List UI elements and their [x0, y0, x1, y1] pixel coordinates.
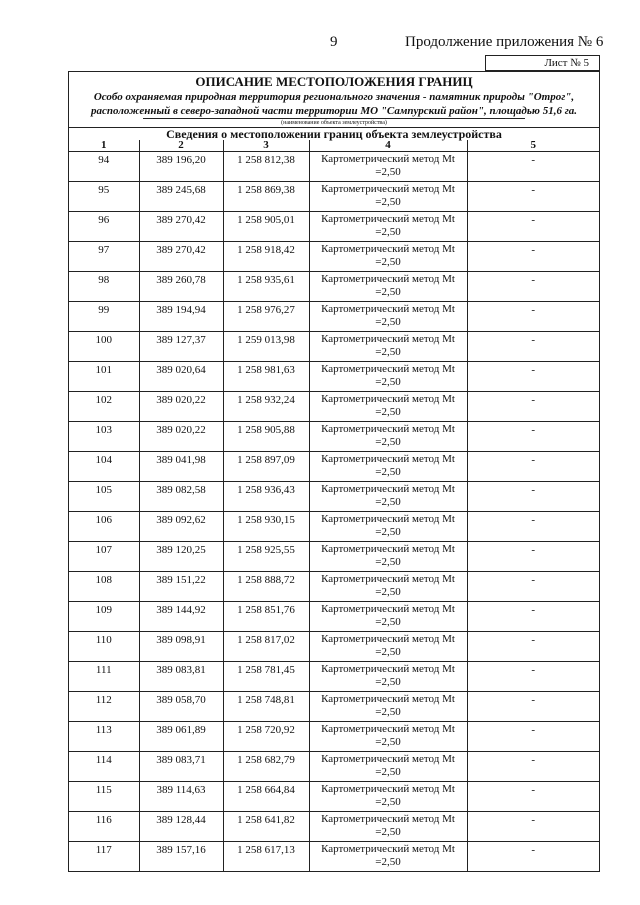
- coordinate-y: 1 258 932,24: [223, 392, 309, 422]
- method-line-2: =2,50: [375, 346, 401, 358]
- method-line-1: Картометрический метод Mt: [321, 243, 455, 255]
- coordinate-x: 389 114,63: [139, 782, 223, 812]
- table-row: [69, 692, 599, 722]
- table-row: [69, 452, 599, 482]
- point-number: 99: [69, 302, 139, 332]
- point-description: -: [467, 812, 599, 842]
- method-line-2: =2,50: [375, 376, 401, 388]
- coordinate-y: 1 258 641,82: [223, 812, 309, 842]
- document-title: ОПИСАНИЕ МЕСТОПОЛОЖЕНИЯ ГРАНИЦ: [195, 74, 473, 89]
- method-line-1: Картометрический метод Mt: [321, 213, 455, 225]
- point-number: 116: [69, 812, 139, 842]
- method-line-2: =2,50: [375, 736, 401, 748]
- determination-method: [309, 482, 467, 512]
- method-line-1: Картометрический метод Mt: [321, 453, 455, 465]
- point-description: -: [467, 422, 599, 452]
- table-row: [69, 602, 599, 632]
- coordinate-y: 1 258 781,45: [223, 662, 309, 692]
- method-line-2: =2,50: [375, 496, 401, 508]
- method-line-1: Картометрический метод Mt: [321, 633, 455, 645]
- coordinate-y: 1 258 812,38: [223, 152, 309, 182]
- point-description: -: [467, 182, 599, 212]
- coordinate-x: 389 270,42: [139, 242, 223, 272]
- coordinate-x: 389 083,71: [139, 752, 223, 782]
- coordinate-y: 1 258 981,63: [223, 362, 309, 392]
- point-number: 113: [69, 722, 139, 752]
- table-row: [69, 332, 599, 362]
- method-line-1: Картометрический метод Mt: [321, 183, 455, 195]
- point-description: -: [467, 512, 599, 542]
- table-row: [69, 662, 599, 692]
- coordinate-x: 389 120,25: [139, 542, 223, 572]
- method-line-1: Картометрический метод Mt: [321, 843, 455, 855]
- method-line-1: Картометрический метод Mt: [321, 513, 455, 525]
- coordinate-x: 389 098,91: [139, 632, 223, 662]
- column-header: 3: [223, 140, 309, 152]
- coordinate-y: 1 258 748,81: [223, 692, 309, 722]
- point-description: -: [467, 272, 599, 302]
- point-description: -: [467, 842, 599, 872]
- determination-method: [309, 542, 467, 572]
- point-description: -: [467, 692, 599, 722]
- coordinate-y: 1 258 817,02: [223, 632, 309, 662]
- coordinate-y: 1 258 851,76: [223, 602, 309, 632]
- point-description: -: [467, 212, 599, 242]
- method-line-1: Картометрический метод Mt: [321, 723, 455, 735]
- table-row: [69, 512, 599, 542]
- table-row: [69, 752, 599, 782]
- determination-method: [309, 242, 467, 272]
- determination-method: [309, 752, 467, 782]
- method-line-2: =2,50: [375, 586, 401, 598]
- point-number: 105: [69, 482, 139, 512]
- method-line-1: Картометрический метод Mt: [321, 813, 455, 825]
- coordinate-y: 1 258 720,92: [223, 722, 309, 752]
- coordinate-x: 389 270,42: [139, 212, 223, 242]
- determination-method: [309, 272, 467, 302]
- coordinate-x: 389 092,62: [139, 512, 223, 542]
- method-line-2: =2,50: [375, 826, 401, 838]
- coordinate-x: 389 151,22: [139, 572, 223, 602]
- point-number: 115: [69, 782, 139, 812]
- coordinate-x: 389 058,70: [139, 692, 223, 722]
- method-line-1: Картометрический метод Mt: [321, 603, 455, 615]
- point-description: -: [467, 722, 599, 752]
- method-line-2: =2,50: [375, 256, 401, 268]
- determination-method: [309, 212, 467, 242]
- coordinate-y: 1 258 936,43: [223, 482, 309, 512]
- coordinate-x: 389 196,20: [139, 152, 223, 182]
- coordinate-x: 389 260,78: [139, 272, 223, 302]
- point-number: 110: [69, 632, 139, 662]
- method-line-2: =2,50: [375, 766, 401, 778]
- coordinate-x: 389 245,68: [139, 182, 223, 212]
- coordinate-y: 1 258 905,88: [223, 422, 309, 452]
- method-line-1: Картометрический метод Mt: [321, 483, 455, 495]
- sheet-number-box: Лист № 5: [485, 55, 600, 71]
- method-line-1: Картометрический метод Mt: [321, 423, 455, 435]
- coordinate-y: 1 258 617,13: [223, 842, 309, 872]
- point-description: -: [467, 782, 599, 812]
- point-description: -: [467, 392, 599, 422]
- method-line-2: =2,50: [375, 646, 401, 658]
- method-line-2: =2,50: [375, 316, 401, 328]
- table-row: [69, 302, 599, 332]
- method-line-2: =2,50: [375, 466, 401, 478]
- object-name-note: (наименование объекта землеустройства): [143, 118, 525, 127]
- method-line-2: =2,50: [375, 706, 401, 718]
- point-number: 114: [69, 752, 139, 782]
- determination-method: [309, 362, 467, 392]
- coordinate-y: 1 258 664,84: [223, 782, 309, 812]
- coordinates-table: [69, 140, 599, 872]
- determination-method: [309, 182, 467, 212]
- coordinate-x: 389 157,16: [139, 842, 223, 872]
- determination-method: [309, 392, 467, 422]
- point-number: 94: [69, 152, 139, 182]
- method-line-1: Картометрический метод Mt: [321, 333, 455, 345]
- method-line-2: =2,50: [375, 436, 401, 448]
- table-row: [69, 782, 599, 812]
- method-line-2: =2,50: [375, 226, 401, 238]
- document-header: [69, 72, 599, 127]
- continuation-label: Продолжение приложения № 6: [405, 34, 604, 50]
- table-row: [69, 722, 599, 752]
- determination-method: [309, 512, 467, 542]
- coordinate-y: 1 259 013,98: [223, 332, 309, 362]
- method-line-1: Картометрический метод Mt: [321, 573, 455, 585]
- point-description: -: [467, 302, 599, 332]
- coordinate-x: 389 020,64: [139, 362, 223, 392]
- point-description: -: [467, 542, 599, 572]
- column-header: 1: [69, 140, 139, 152]
- boundary-description-frame: [68, 71, 600, 872]
- coordinate-x: 389 128,44: [139, 812, 223, 842]
- coordinate-y: 1 258 897,09: [223, 452, 309, 482]
- table-row: [69, 422, 599, 452]
- point-number: 96: [69, 212, 139, 242]
- table-row: [69, 842, 599, 872]
- point-number: 109: [69, 602, 139, 632]
- section-title: Сведения о местоположении границ объекта землеустройства: [69, 127, 599, 140]
- coordinate-x: 389 194,94: [139, 302, 223, 332]
- coordinate-x: 389 082,58: [139, 482, 223, 512]
- coordinate-y: 1 258 869,38: [223, 182, 309, 212]
- point-description: -: [467, 752, 599, 782]
- table-row: [69, 182, 599, 212]
- determination-method: [309, 602, 467, 632]
- method-line-1: Картометрический метод Mt: [321, 393, 455, 405]
- coordinate-x: 389 127,37: [139, 332, 223, 362]
- coordinate-y: 1 258 682,79: [223, 752, 309, 782]
- method-line-1: Картометрический метод Mt: [321, 663, 455, 675]
- page-number: 9: [330, 34, 338, 50]
- determination-method: [309, 842, 467, 872]
- method-line-2: =2,50: [375, 676, 401, 688]
- table-row: [69, 812, 599, 842]
- method-line-1: Картометрический метод Mt: [321, 693, 455, 705]
- coordinate-x: 389 020,22: [139, 422, 223, 452]
- method-line-2: =2,50: [375, 526, 401, 538]
- point-number: 101: [69, 362, 139, 392]
- determination-method: [309, 572, 467, 602]
- point-number: 102: [69, 392, 139, 422]
- method-line-2: =2,50: [375, 616, 401, 628]
- point-description: -: [467, 662, 599, 692]
- method-line-2: =2,50: [375, 166, 401, 178]
- method-line-1: Картометрический метод Mt: [321, 363, 455, 375]
- method-line-2: =2,50: [375, 856, 401, 868]
- column-header: 2: [139, 140, 223, 152]
- determination-method: [309, 452, 467, 482]
- coordinate-y: 1 258 930,15: [223, 512, 309, 542]
- table-row: [69, 272, 599, 302]
- coordinate-y: 1 258 918,42: [223, 242, 309, 272]
- determination-method: [309, 812, 467, 842]
- column-header: 4: [309, 140, 467, 152]
- method-line-1: Картометрический метод Mt: [321, 273, 455, 285]
- method-line-1: Картометрический метод Mt: [321, 303, 455, 315]
- method-line-2: =2,50: [375, 796, 401, 808]
- table-row: [69, 632, 599, 662]
- coordinate-x: 389 144,92: [139, 602, 223, 632]
- point-number: 100: [69, 332, 139, 362]
- table-row: [69, 152, 599, 182]
- determination-method: [309, 302, 467, 332]
- method-line-2: =2,50: [375, 196, 401, 208]
- object-description-line-1: Особо охраняемая природная территория регионального значения - памятник природы "Отрог",: [93, 91, 575, 103]
- method-line-1: Картометрический метод Mt: [321, 753, 455, 765]
- point-description: -: [467, 152, 599, 182]
- determination-method: [309, 422, 467, 452]
- point-number: 97: [69, 242, 139, 272]
- point-description: -: [467, 632, 599, 662]
- column-number-row: [69, 140, 599, 152]
- coordinate-x: 389 041,98: [139, 452, 223, 482]
- point-number: 104: [69, 452, 139, 482]
- point-number: 103: [69, 422, 139, 452]
- determination-method: [309, 662, 467, 692]
- coordinate-y: 1 258 976,27: [223, 302, 309, 332]
- coordinate-y: 1 258 935,61: [223, 272, 309, 302]
- point-description: -: [467, 362, 599, 392]
- point-number: 112: [69, 692, 139, 722]
- column-header: 5: [467, 140, 599, 152]
- object-description-line-2: расположенный в северо-западной части территории МО "Сампурский район", площадью 51,6 га.: [90, 105, 578, 117]
- point-number: 95: [69, 182, 139, 212]
- table-row: [69, 482, 599, 512]
- determination-method: [309, 782, 467, 812]
- coordinate-y: 1 258 888,72: [223, 572, 309, 602]
- determination-method: [309, 332, 467, 362]
- point-number: 98: [69, 272, 139, 302]
- method-line-1: Картометрический метод Mt: [321, 153, 455, 165]
- point-description: -: [467, 572, 599, 602]
- table-row: [69, 392, 599, 422]
- point-number: 108: [69, 572, 139, 602]
- table-row: [69, 242, 599, 272]
- method-line-1: Картометрический метод Mt: [321, 543, 455, 555]
- point-number: 111: [69, 662, 139, 692]
- method-line-2: =2,50: [375, 556, 401, 568]
- method-line-2: =2,50: [375, 286, 401, 298]
- coordinate-x: 389 061,89: [139, 722, 223, 752]
- coordinate-x: 389 083,81: [139, 662, 223, 692]
- table-row: [69, 362, 599, 392]
- table-row: [69, 542, 599, 572]
- point-description: -: [467, 452, 599, 482]
- point-number: 107: [69, 542, 139, 572]
- determination-method: [309, 722, 467, 752]
- determination-method: [309, 632, 467, 662]
- table-row: [69, 212, 599, 242]
- coordinate-x: 389 020,22: [139, 392, 223, 422]
- point-number: 106: [69, 512, 139, 542]
- coordinate-y: 1 258 925,55: [223, 542, 309, 572]
- coordinate-y: 1 258 905,01: [223, 212, 309, 242]
- table-row: [69, 572, 599, 602]
- point-description: -: [467, 602, 599, 632]
- method-line-1: Картометрический метод Mt: [321, 783, 455, 795]
- point-description: -: [467, 482, 599, 512]
- point-description: -: [467, 242, 599, 272]
- determination-method: [309, 152, 467, 182]
- method-line-2: =2,50: [375, 406, 401, 418]
- point-number: 117: [69, 842, 139, 872]
- point-description: -: [467, 332, 599, 362]
- determination-method: [309, 692, 467, 722]
